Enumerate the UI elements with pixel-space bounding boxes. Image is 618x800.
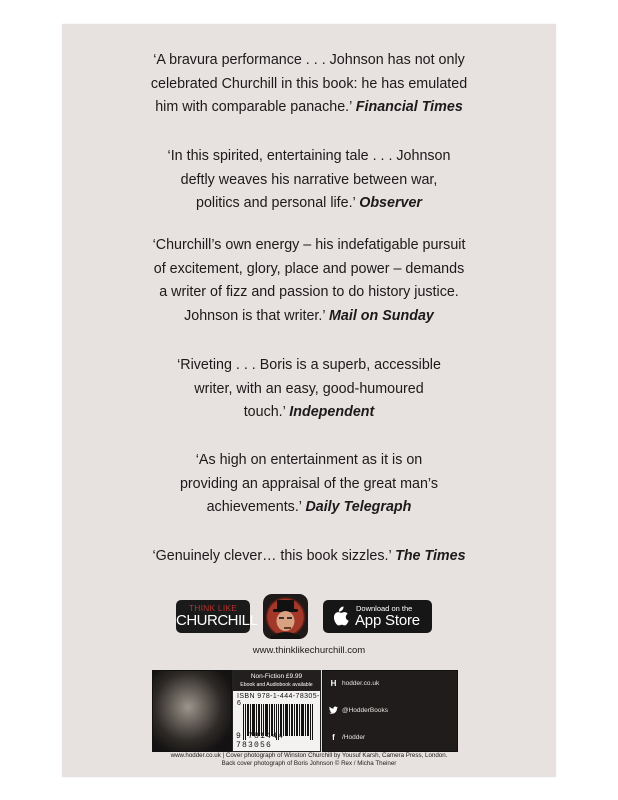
quote-mail-on-sunday	[102, 234, 516, 328]
quote-line: Johnson is that writer.’	[184, 307, 326, 324]
app-store-line-2: App Store	[355, 612, 420, 629]
website-link[interactable]: www.thinklikechurchill.com	[252, 645, 366, 656]
credits-line-2: Back cover photograph of Boris Johnson © Rex / Micha Theiner	[221, 760, 397, 767]
quote-line: writer, with an easy, good-humoured	[194, 380, 424, 397]
badge-line-1: THINK LIKE	[188, 603, 238, 613]
formats-available: Ebook and Audiobook available	[240, 682, 313, 688]
quote-line: ‘Riveting . . . Boris is a superb, accessible	[177, 357, 441, 373]
social-label: /Hodder	[342, 734, 366, 741]
quote-source: Financial Times	[355, 99, 463, 115]
quote-source: The Times	[395, 548, 466, 564]
quote-line: celebrated Churchill in this book: he has emulated	[150, 75, 468, 92]
facebook-icon: f	[332, 733, 335, 742]
apple-icon	[331, 606, 349, 627]
social-label: hodder.co.uk	[342, 680, 380, 687]
quote-line: ‘As high on entertainment as it is on	[195, 452, 423, 468]
quote-line: a writer of fizz and passion to do history justice.	[159, 284, 459, 300]
quote-line: ‘Churchill’s own energy – his indefatigable pursuit	[152, 237, 466, 253]
churchill-app-icon[interactable]	[263, 594, 308, 639]
social-label: @HodderBooks	[342, 707, 388, 714]
social-link-hodder[interactable]	[329, 679, 379, 688]
quote-the-times	[102, 545, 516, 569]
quote-observer	[102, 145, 516, 216]
badge-line-2: CHURCHILL	[176, 612, 258, 629]
quote-line: touch.’	[243, 404, 286, 420]
quote-line: ‘Genuinely clever… this book sizzles.’	[152, 548, 392, 564]
isbn-label: ISBN 978-1-444-78305-6	[237, 693, 320, 707]
twitter-icon	[329, 706, 338, 715]
churchill-portrait-icon	[263, 594, 308, 639]
hodder-icon: H	[330, 679, 337, 688]
app-store-line-1: Download on the	[356, 604, 413, 613]
quote-source: Daily Telegraph	[305, 499, 412, 515]
barcode-digits: 9 781444 783056	[236, 732, 285, 750]
quote-source: Independent	[289, 404, 375, 420]
quote-line: of excitement, glory, place and power – demands	[153, 260, 465, 277]
quote-source: Mail on Sunday	[329, 307, 434, 324]
price-band	[233, 671, 320, 691]
social-link-twitter[interactable]	[329, 706, 388, 715]
social-links-box	[322, 670, 458, 752]
app-store-badge[interactable]	[323, 600, 432, 633]
credits-line-1: www.hodder.co.uk | Cover photograph of Winston Churchill by Yousuf Karsh, Camera Press, London.	[170, 752, 448, 759]
photo-credits	[62, 752, 556, 768]
author-photo	[152, 670, 232, 752]
social-link-facebook[interactable]	[329, 733, 365, 742]
think-like-churchill-badge[interactable]	[176, 600, 258, 633]
book-back-cover	[62, 24, 556, 777]
barcode-box	[232, 670, 321, 752]
category-price: Non-Fiction £9.99	[250, 673, 303, 680]
quote-line: ‘In this spirited, entertaining tale . . . Johnson	[167, 148, 451, 164]
quote-line: politics and personal life.’	[196, 195, 356, 211]
quote-line: ‘A bravura performance . . . Johnson has not only	[153, 52, 465, 68]
quote-line: deftly weaves his narrative between war,	[180, 171, 438, 188]
quote-daily-telegraph	[102, 449, 516, 520]
quote-line: him with comparable panache.’	[155, 99, 352, 115]
quote-line: achievements.’	[206, 499, 302, 515]
quote-independent	[102, 354, 516, 425]
quote-source: Observer	[359, 195, 422, 211]
quote-line: providing an appraisal of the great man’s	[179, 475, 439, 492]
quote-financial-times	[102, 49, 516, 120]
